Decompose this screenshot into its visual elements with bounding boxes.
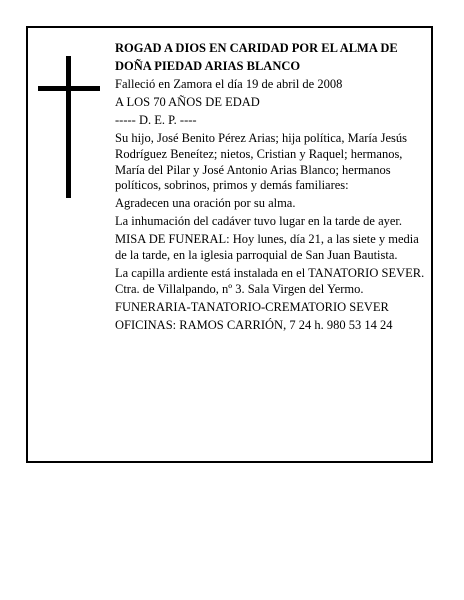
prayer-request: Agradecen una oración por su alma. (115, 196, 296, 211)
family-paragraph: Su hijo, José Benito Pérez Arias; hija política, María Jesús Rodríguez Beneítez; nietos, Cristian y Raquel; hermanos, María del Pilar y José Antonio Arias Blanco; hermanos políticos, sobrinos, primos y demás familiares: (115, 130, 407, 193)
obituary-text (115, 41, 427, 336)
office-contact: OFICINAS: RAMOS CARRIÓN, 7 24 h. 980 53 14 24 (115, 317, 393, 332)
burial-paragraph: La inhumación del cadáver tuvo lugar en la tarde de ayer. (115, 214, 403, 229)
death-statement: Falleció en Zamora el día 19 de abril de 2008 (115, 76, 343, 91)
rip-line: ----- D. E. P. ---- (115, 112, 197, 127)
cross-vertical-bar (66, 56, 71, 198)
prayer-heading: ROGAD A DIOS EN CARIDAD POR EL ALMA DE (115, 41, 398, 55)
cross-icon (38, 56, 100, 198)
cross-horizontal-bar (38, 86, 100, 91)
obituary-card (26, 26, 433, 463)
deceased-name: DOÑA PIEDAD ARIAS BLANCO (115, 58, 301, 73)
age-line: A LOS 70 AÑOS DE EDAD (115, 94, 260, 109)
funeral-home-name: FUNERARIA-TANATORIO-CREMATORIO SEVER (115, 299, 389, 314)
chapel-paragraph: La capilla ardiente está instalada en el TANATORIO SEVER. Ctra. de Villalpando, nº 3. Sala Virgen del Yermo. (115, 266, 425, 296)
funeral-mass-paragraph: MISA DE FUNERAL: Hoy lunes, día 21, a las siete y media de la tarde, en la iglesia parroquial de San Juan Bautista. (115, 232, 419, 263)
